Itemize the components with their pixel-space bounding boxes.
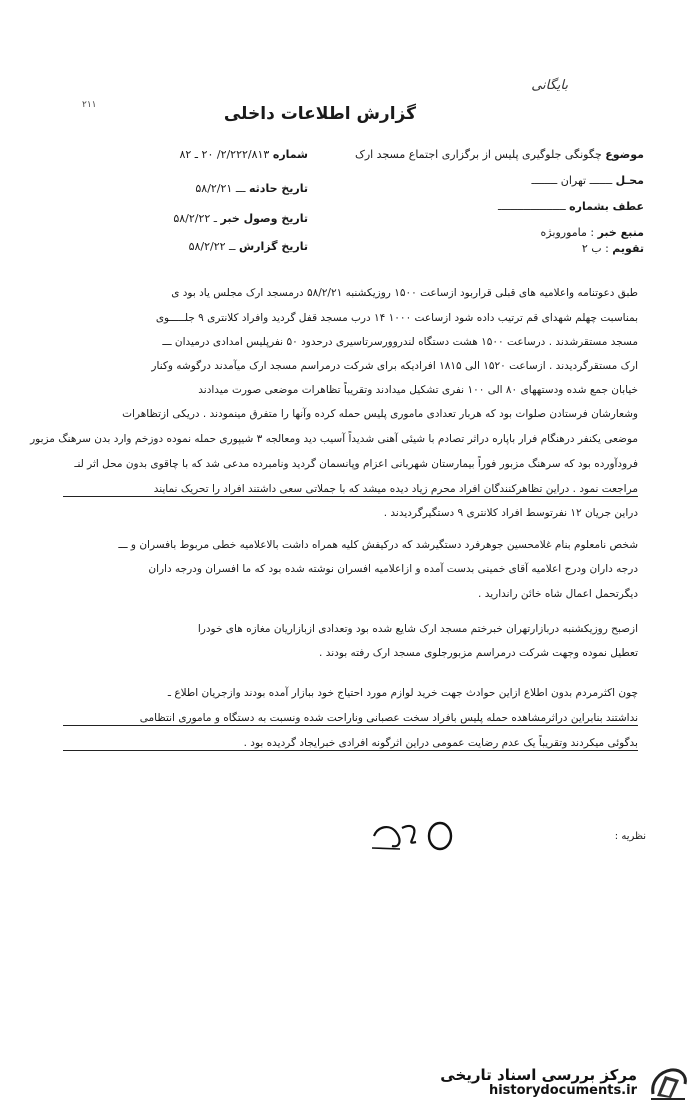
location-row: محـل ـــــــ تهران ــــــــ	[531, 174, 644, 187]
number-row	[179, 148, 308, 161]
website: historydocuments.ir	[488, 1083, 637, 1098]
evaluation-label: تقویم	[612, 242, 644, 255]
body-line: مسجد مستقرشدند . درساعت ۱۵۰۰ هشت دستگاه لندروورسرتاسیری درحدود ۵۰ نفرپلیس امدادی درمیدان ـــ	[162, 336, 638, 348]
location-value: تهران	[560, 174, 587, 187]
body-line: شخص نامعلوم بنام غلامحسین جوهرفرد دستگیرشد که درکیفش کلیه همراه داشت بالاعلامیه خطی مربوط بافسران و ـــ	[118, 539, 638, 551]
archive-footer	[408, 1066, 693, 1100]
body-line: بمناسبت چهلم شهدای قم ترتیب داده شود ازساعت ۱۰۰۰ ۱۴ درب مسجد قفل گردید وافراد کلانتری ۹ جلـــــوی	[155, 312, 638, 324]
subject-row	[355, 148, 644, 161]
number-label: شماره	[272, 148, 308, 161]
body-line: ازصبح روزیکشنبه دربازارتهران خبرختم مسجد ارک شایع شده بود وتعدادی ازبازاریان مغازه های خودرا	[197, 623, 638, 635]
body-line: خیابان جمع شده ودستههای ۸۰ الی ۱۰۰ نفری تشکیل میدادند وتقریباً تظاهرات موضعی صورت میدادند	[198, 384, 638, 396]
body-line: وشعارشان فرستادن صلوات بود که هربار تعدادی ماموری پلیس حمله کرده وآنها را متفرق مینمودند . دریکی ازتظاهرات	[122, 408, 638, 420]
handwritten-signature	[370, 818, 458, 854]
scanned-report	[30, 60, 648, 1020]
body-line: مراجعت نمود . دراین تظاهرکنندگان افراد محرم زیاد دیده میشد که با جملاتی سعی داشتند افراد را تحریک نمایند	[63, 482, 638, 497]
received-date-value: ۵۸/۲/۲۲	[173, 212, 211, 225]
body-line: دیگرتحمل اعمال شاه خائن راندارید .	[478, 588, 638, 600]
report-date-row: تاریخ گزارش ــ ۵۸/۲/۲۲	[188, 240, 308, 253]
following-row: عطف بشماره ـــــــــــــــــــــ	[497, 200, 644, 213]
body-line: تعطیل نموده وجهت شرکت درمراسم مزبورجلوی مسجد ارک رفته بودند .	[319, 647, 638, 659]
number-value: ۲/۲۲۲/۸۱۳/ ۲۰ ـ ۸۲	[179, 148, 270, 161]
report-date-label: تاریخ گزارش	[238, 240, 308, 253]
received-date-row: تاریخ وصول خبر ـ ۵۸/۲/۲۲	[173, 212, 308, 225]
following-label: عطف بشماره	[569, 200, 644, 213]
body-line: چون اکثرمردم بدون اطلاع ازاین حوادث جهت خرید لوازم مورد احتیاج خود ببازار آمده بودند وازجریان اطلاع ـ	[167, 687, 638, 699]
body-line: ارک مستقرگردیدند . ازساعت ۱۵۲۰ الی ۱۸۱۵ افرادیکه برای شرکت درمراسم مسجد ارک میآمدند درگوشه وکنار	[151, 360, 638, 372]
subject-label: موضوع	[605, 148, 644, 161]
source-value: ماموروبژه	[540, 226, 587, 239]
source-row: منبع خبر : ماموروبژه	[540, 226, 644, 239]
body-line: طبق دعوتنامه واعلامیه های قبلی قراربود ازساعت ۱۵۰۰ روزیکشنبه ۵۸/۲/۲۱ درمسجد ارک مجلس یاد بود ی	[171, 287, 638, 299]
body-line: فرودآورده بود که سرهنگ مزبور فوراً بیمارستان شهربانی اعزام وپانسمان گردید ونامبرده مدعی شد که با چاقوی بدون محل اثر لنـ	[74, 458, 638, 470]
report-title: گزارش اطلاعات داخلی	[223, 104, 416, 124]
body-line: موضعی یکنفر درهنگام فرار باپاره دراثر تصادم با شیئی آهنی شدیداً آسیب دید ومعالجه ۳ شیپوری حمله نموده دوزخم وارد بدن سرهنگ مزبور	[30, 433, 638, 445]
body-line: دراین جریان ۱۲ نفرتوسط افراد کلانتری ۹ دستگیرگردیدند .	[383, 507, 638, 519]
evaluation-value: ب ۲	[581, 242, 602, 255]
subject-value: چگونگی جلوگیری پلیس از برگزاری اجتماع مسجد ارک	[354, 148, 602, 161]
body-line: بدگوئی میکردند وتقریباً یک عدم رضایت عمومی دراین اثرگونه افرادی خبرایجاد گردیده بود .	[63, 736, 638, 751]
archive-logo-icon	[645, 1066, 691, 1102]
corner-handwriting: بایگانی	[531, 78, 568, 93]
org-name: مرکز بررسی اسناد تاریخی	[440, 1066, 637, 1084]
body-line: درجه داران ودرج اعلامیه آقای خمینی بدست آمده و ازاعلامیه افسران نوشته شده بود که ما افسران ودرجه داران	[148, 563, 638, 575]
body-line: نداشتند بنابراین دراثرمشاهده حمله پلیس بافراد سخت عصبانی وناراحت شده ونسبت به دستگاه و ماموری انتظامی	[63, 711, 638, 726]
received-date-label: تاریخ وصول خبر	[220, 212, 308, 225]
incident-date-row: تاریخ حادثه ـــ ۵۸/۲/۲۱	[195, 182, 308, 195]
corner-number: ۲۱۱	[82, 100, 97, 110]
location-label: محـل	[615, 174, 644, 187]
note-label: نظریه :	[614, 831, 646, 842]
report-date-value: ۵۸/۲/۲۲	[188, 240, 226, 253]
incident-date-label: تاریخ حادثه	[249, 182, 308, 195]
source-label: منبع خبر	[597, 226, 644, 239]
evaluation-row: تقویم : ب ۲	[581, 242, 644, 255]
incident-date-value: ۵۸/۲/۲۱	[195, 182, 233, 195]
